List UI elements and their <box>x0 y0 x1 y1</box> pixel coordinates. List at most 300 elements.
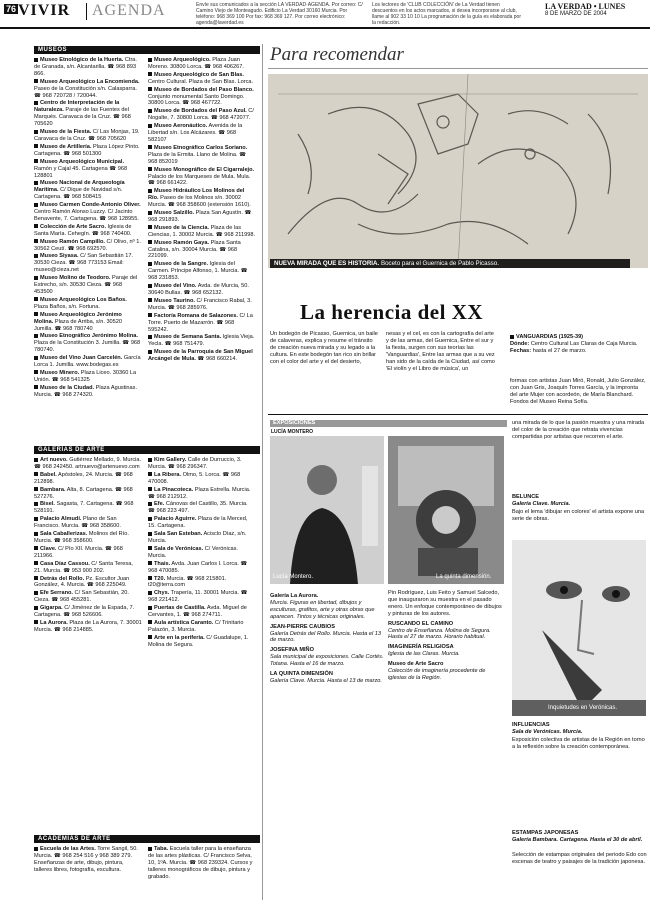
listing-name: Casa Díaz Cassou. <box>40 560 90 567</box>
listing-details: Calle de Durruccio, 3. Murcia. ☎ 968 296347. <box>148 457 242 470</box>
bullet-icon <box>34 620 38 624</box>
listing-entry <box>34 57 142 78</box>
inquietudes-caption: Inquietudes en Verónicas. <box>548 705 618 711</box>
listing-entry <box>34 253 142 274</box>
listing-details: Plaza Juan Moreno. 30800 Lorca. ☎ 968 406267. <box>148 57 244 70</box>
listing-entry <box>148 225 256 239</box>
bullet-icon <box>148 87 152 91</box>
exhibition-name: IMAGINERÍA RELIGIOSA <box>388 644 454 651</box>
bullet-icon <box>34 276 38 280</box>
right-intro: una mirada de lo que la pasión muestra y una mirada del color de la creación que retrata vivencias compartidas por artistas que recorren el arte. <box>512 420 645 440</box>
listing-name: Museo de Bordados del Paso Azul. <box>154 108 247 115</box>
listing-entry <box>148 261 256 282</box>
bullet-icon <box>148 472 152 476</box>
photo2-caption: La quinta dimensión. <box>436 574 492 580</box>
listing-name: Museo Monográfico de El Cigarralejo. <box>154 166 255 173</box>
listing-entry <box>34 385 142 399</box>
listing-entry <box>148 487 256 501</box>
bullet-icon <box>34 58 38 62</box>
academias-bar: ACADEMIAS DE ARTE <box>34 835 260 843</box>
listing-name: Museo del Vino Juan Carcelén. <box>40 355 123 362</box>
estampas-venue: Galería Bambara. Cartagena. Hasta el 30 de abril. <box>512 837 643 843</box>
artist-portrait-photo <box>270 436 384 584</box>
listing-name: Kim Gallery. <box>154 457 187 463</box>
bullet-icon <box>148 517 152 521</box>
exhibition-text: Centro de Enseñanza. Molina de Segura. Hasta el 27 de marzo. Horario habitual. <box>388 627 491 641</box>
listing-details: Paseo de los Molinos s/n. 30002 Murcia. ☎ 968 358600 (extensión 1610). <box>148 195 251 209</box>
listing-name: Museo Etnológico de la Huerta. <box>40 57 124 63</box>
listing-name: Sala Caballerizas. <box>40 531 88 538</box>
listing-entry <box>148 846 256 881</box>
bullet-icon <box>34 487 38 491</box>
submission-info: Envíe sus comunicados a la sección LA VERDAD·AGENDA. Por correo: C/ Camino Viejo de Monteagudo. Edificio La Verdad 30160 Murcia. Por teléfono: 968 369 100 Por fax: 968 369 127. Por correo electrónico: agenda@laverdad.es <box>196 2 363 26</box>
listing-entry <box>148 334 256 348</box>
listing-entry <box>34 180 142 201</box>
listing-details: C/ Las Monjas, 19. Caravaca de la Cruz. ☎ 968 705620 <box>34 129 140 142</box>
listing-details: C/ Francisco Rabal, 3. Murcia. ☎ 968 285976. <box>148 297 252 311</box>
feature-sidebar <box>510 334 646 374</box>
bullet-icon <box>148 109 152 113</box>
listing-entry <box>148 457 256 471</box>
influencias-venue: Sala de Verónicas. Murcia. <box>512 729 583 735</box>
listing-entry <box>34 224 142 238</box>
listing-details: C/ Olivo, nº 1. 30562 Ceutí. ☎ 968 692570. <box>34 238 141 252</box>
feature-body-col3: formas con artistas Juan Miró, Ronald, Julio González, con Juan Gris, Joaquín Torres García, y la impronta del arte Mujer con acordeón, de María Blanchard. Fondos del Museo Reina Sofía. <box>510 378 646 405</box>
bullet-icon <box>34 297 38 301</box>
listing-entry <box>148 590 256 604</box>
listing-name: Art nuevo. <box>40 457 68 463</box>
listing-name: Museo de la Fiesta. <box>40 129 92 136</box>
page-header <box>0 0 650 34</box>
listing-name: La Pinacoteca. <box>154 486 194 493</box>
listing-details: Ctra. de Granada, s/n. Alcantarilla. ☎ 968 893 866. <box>34 57 137 77</box>
exhibition-text: Iglesia de las Claras. Murcia. <box>388 651 460 658</box>
feature-body-col1: Un bodegón de Picasso, Guernica, un baile de calaveras, explica y resume el tránsito de creación nueva mirada y su legado a la cultura. En este bodegón tan rico sin brillar con el color del arte y el del desierto, <box>270 331 378 365</box>
subsection-title: AGENDA <box>92 2 166 19</box>
listing-details: C/ Trinitario Palazón, 3. Murcia. <box>148 619 244 633</box>
bullet-icon <box>34 224 38 228</box>
listing-details: Plaza de la Merced, 15. Cartagena. <box>148 516 248 530</box>
listing-entry <box>34 516 142 530</box>
listing-details: Plaza Estrella. Murcia. ☎ 968 212912. <box>148 486 251 500</box>
listing-entry <box>148 605 256 619</box>
bullet-icon <box>148 350 152 354</box>
listing-name: Museo Salzillo. <box>154 210 195 217</box>
listing-entry <box>34 531 142 545</box>
listing-entry <box>148 188 256 209</box>
listing-name: La Ribera. <box>154 471 182 478</box>
bullet-icon <box>34 130 38 134</box>
listing-name: Puertas de Castilla. <box>154 605 206 612</box>
museos-column-2 <box>148 57 256 439</box>
listing-name: Museo Arqueológico Municipal. <box>40 158 125 165</box>
listing-entry <box>34 605 142 619</box>
bullet-icon <box>148 313 152 317</box>
portrait-image <box>270 436 384 584</box>
listing-entry <box>148 145 256 166</box>
listing-details: Paraje de las Fuentes del Marqués. Caravaca de la Cruz. ☎ 968 705620 <box>34 107 131 128</box>
listing-name: Museo Ramón Campillo. <box>40 238 105 245</box>
listing-details: C/ Dique de Navidad s/n. Cartagena. ☎ 968 508415 <box>34 187 123 201</box>
listing-details: Plaza de Arriba, s/n. 30520 Jumilla. ☎ 968 780740 <box>34 318 123 332</box>
estampas-text: Selección de estampas originales del periodo Edo con escenas de teatro y paisajes de la tradición japonesa. <box>512 852 647 865</box>
listing-entry <box>34 472 142 486</box>
bullet-icon <box>34 472 38 476</box>
exhibition-text: Sala municipal de exposiciones. Calle Cortés. Totana. Hasta el 16 de marzo. <box>270 654 384 668</box>
listing-entry <box>148 531 256 545</box>
listing-name: Efe Serrano. <box>40 590 73 597</box>
listing-details: Plaza de la Ermita. Llano de Molina. ☎ 968 852019 <box>148 151 247 165</box>
feature-sidebar-label: VANGUARDIAS (1925-39) <box>510 334 646 341</box>
exposiciones-column-2 <box>388 590 504 898</box>
bullet-icon <box>34 181 38 185</box>
belunce-title: BELUNCE <box>512 494 540 500</box>
listing-name: Museo Siyasa. <box>40 253 79 260</box>
listing-entry <box>148 576 256 590</box>
feature-body-col2: nesas y el cel, es con la cartografía del arte y de las armas, del Guernica, Entre el sur y la fiesta, surgen con sus teorías las 'Vanguardias', Entre las armas que a su vez han sido de la caída de la Ciudad, así como 'El violín y el Libro de música', un <box>386 331 495 372</box>
listing-details: Trapería, 11. 30001 Murcia. ☎ 968 221412. <box>148 590 248 604</box>
bullet-icon <box>148 546 152 550</box>
listing-entry <box>34 312 142 333</box>
bullet-icon <box>148 620 152 624</box>
listing-details: Alta, 8. Cartagena. ☎ 968 527276. <box>34 486 133 500</box>
listing-entry <box>34 576 142 590</box>
listing-entry <box>148 501 256 515</box>
bullet-icon <box>34 239 38 243</box>
bullet-icon <box>34 532 38 536</box>
listing-entry <box>148 516 256 530</box>
photo-caption <box>274 260 629 268</box>
feature-rule <box>268 414 648 415</box>
bullet-icon <box>34 385 38 389</box>
listing-details: Iglesia Vieja. Yecla. ☎ 968 751479. <box>148 334 255 348</box>
listing-entry <box>34 297 142 311</box>
listing-name: Museo Hidráulico Los Molinos del Río. <box>148 188 245 202</box>
bullet-icon <box>148 606 152 610</box>
listing-details: Iglesia de Santa María. Cehegín. ☎ 968 740400. <box>34 223 132 237</box>
listing-name: Museo Arqueológico. <box>154 57 211 63</box>
listing-entry <box>34 333 142 354</box>
listing-entry <box>34 129 142 143</box>
bullet-icon <box>34 356 38 360</box>
listing-entry <box>148 87 256 108</box>
guernica-sketch-image <box>268 74 648 268</box>
bullet-icon <box>34 101 38 105</box>
listing-entry <box>148 57 256 71</box>
belunce-venue: Galería Clave. Murcia. <box>512 501 571 507</box>
bullet-icon <box>34 458 38 462</box>
exhibition-text: Murcia. Figuras en libertad, dibujos y esculturas, grafitos, arte y otras obras que aparecen. Tintos y técnicas originales. <box>270 599 375 620</box>
inquietudes-photo <box>512 540 646 716</box>
bullet-icon <box>34 312 38 316</box>
listing-name: Chys. <box>154 590 170 597</box>
listing-name: Gigarpa. <box>40 605 63 612</box>
feature-headline: La herencia del XX <box>300 300 484 324</box>
bullet-icon <box>34 517 38 521</box>
header-separator <box>86 3 87 20</box>
listing-details: Plaza Baños, s/n. Fortuna. <box>34 303 100 310</box>
exhibition-name: Museo de Arte Sacro <box>388 661 444 668</box>
bullet-icon <box>148 458 152 462</box>
listing-entry <box>34 546 142 560</box>
listing-details: Plaza de la Constitución 3. Jumilla. ☎ 968 780740. <box>34 340 141 354</box>
listing-name: Museo de la Ciudad. <box>40 384 95 391</box>
listing-details: Acisclo Díaz, s/n. Murcia. <box>148 531 247 544</box>
galerias-column-2 <box>148 457 256 829</box>
bullet-icon <box>34 203 38 207</box>
listing-entry <box>34 79 142 100</box>
listing-details: García Lorca 1. Jumilla. www.bodegas.es <box>34 355 141 369</box>
listing-name: Colección de Arte Sacro. <box>40 223 107 230</box>
influencias-title: INFLUENCIAS <box>512 722 550 728</box>
listing-details: Avda. Miguel de Cervantes, 1. ☎ 968 274711. <box>148 605 247 619</box>
column-divider <box>262 44 263 900</box>
page-number: 76 <box>6 4 17 14</box>
listing-name: Sala de Verónicas. <box>154 545 204 552</box>
listing-name: Museo Etnográfico Carlos Soriano. <box>154 144 248 151</box>
listing-name: Clave. <box>40 545 57 552</box>
bullet-icon <box>148 58 152 62</box>
museos-column-1 <box>34 57 142 439</box>
listing-entry <box>34 846 142 874</box>
listing-name: Palacio Aguirre. <box>154 516 197 523</box>
expo-col2-intro: Pin Rodríguez, Luis Feito y Samuel Salcedo, que inauguraron su muestra en el pasado enero. Un enfoque contemporáneo de dibujos y pinturas de los autores. <box>388 590 502 617</box>
listing-name: Centro de Interpretación de la Naturaleza. <box>34 100 120 114</box>
bullet-icon <box>148 847 152 851</box>
listing-details: Avda. Juan Carlos I. Lorca. ☎ 968 470085. <box>148 560 248 574</box>
listing-name: Escuela de las Artes. <box>40 846 96 852</box>
listing-name: Museo Arqueológico Los Baños. <box>40 296 127 303</box>
photo-caption-text: Boceto para el Guernica de Pablo Picasso. <box>380 260 499 267</box>
feature-sidebar-when: Fechas: hasta el 27 de marzo. <box>510 347 587 354</box>
listing-details: Cánovas del Castillo, 35. Murcia. ☎ 968 223 497. <box>148 501 248 515</box>
listing-entry <box>34 100 142 128</box>
listing-entry <box>148 240 256 261</box>
listing-entry <box>34 202 142 223</box>
listing-details: Avenida de la Libertad s/n. Los Alcázares. ☎ 968 582107 <box>148 123 243 143</box>
listing-name: Bisel. <box>40 501 55 508</box>
listing-details: C/ San Sebastián 17. 30530 Cieza. ☎ 968 773153 Email: museo@cieza.net <box>34 253 133 274</box>
museos-bar: MUSEOS <box>34 46 260 54</box>
bullet-icon <box>148 635 152 639</box>
photo-caption-bold: NUEVA MIRADA QUE ES HISTORIA. <box>274 260 380 267</box>
listing-name: Museo Taurino. <box>154 297 195 304</box>
exhibition-name: JOSEFINA MIÑO <box>270 647 314 654</box>
listing-entry <box>34 487 142 501</box>
galerias-column-1 <box>34 457 142 829</box>
listing-entry <box>148 561 256 575</box>
listing-entry <box>34 620 142 634</box>
listing-name: Museo Arqueológico de San Blas. <box>154 71 244 78</box>
exhibition-text: Galería Clave. Murcia. Hasta el 13 de marzo. <box>270 677 382 684</box>
listing-name: Bambara. <box>40 486 66 493</box>
feature-photo <box>268 74 648 268</box>
bullet-icon <box>148 502 152 506</box>
listing-details: C/ La Torre. Puerto de Mazarrón. ☎ 968 595242. <box>148 312 253 333</box>
exposiciones-bar: EXPOSICIONES <box>270 420 507 427</box>
bullet-icon <box>34 847 38 851</box>
header-rule <box>0 27 650 29</box>
listing-entry <box>34 501 142 515</box>
listing-details: Palacio de los Marqueses de Mula. Mula. ☎ 968 661422. <box>148 173 251 187</box>
listing-details: Plaza de las Ciencias, 1. 30002 Murcia. ☎ 968 211998. <box>148 224 255 238</box>
listing-name: Palacio Almudí. <box>40 516 82 523</box>
listing-entry <box>148 313 256 334</box>
listing-details: Plaza de La Aurora, 7. 30001 Murcia. ☎ 968 214885. <box>34 619 142 633</box>
listing-details: Conjunto monumental Santo Domingo. 30800 Lorca. ☎ 968 467722. <box>148 93 245 107</box>
listing-entry <box>148 108 256 122</box>
bullet-icon <box>34 502 38 506</box>
issue-date: 8 DE MARZO DE 2004 <box>545 11 607 17</box>
listing-entry <box>148 546 256 560</box>
photo1-label: LUCÍA MONTERO <box>271 429 314 435</box>
listing-details: Escuela taller para la enseñanza de las artes plásticas. C/ Francisco Selva, 10, 1ºA. Murcia. ☎ 968 239324. Cursos y talleres monográficos de dibujo, pintura y grabado. <box>148 846 253 880</box>
listing-name: Arte en la periferia. <box>154 634 205 641</box>
exhibition-name: JEAN-PIERRE CAUBIOS <box>270 623 335 630</box>
listing-details: Plaza Santa Catalina, s/n. 30004 Murcia. ☎ 968 221099. <box>148 239 241 260</box>
listing-entry <box>34 275 142 296</box>
listing-name: Museo Ramón Gaya. <box>154 239 210 246</box>
listing-name: Museo de Artillería. <box>40 143 92 150</box>
club-info: Los lectores de 'CLUB COLECCIÓN' de La Verdad tienen descuentos en los actos marcados, si desea incorporarse al club, llame al 902 33 10 10 La programación de la guía es elaborada por la redacción. <box>372 2 521 26</box>
feature-sidebar-where: Dónde: Centro Cultural Las Claras de Caja Murcia. <box>510 340 638 347</box>
bullet-icon <box>148 225 152 229</box>
bullet-icon <box>148 284 152 288</box>
bullet-icon <box>148 262 152 266</box>
bullet-icon <box>148 240 152 244</box>
listing-name: Museo Carmen Conde-Antonio Oliver. <box>40 202 141 209</box>
estampas-title: ESTAMPAS JAPONESAS <box>512 830 579 836</box>
quinta-dimension-photo <box>388 436 504 584</box>
exhibition-name: RUSCANDO EL CAMINO <box>388 620 454 627</box>
listing-details: C/ San Sebastián, 20. Cieza. ☎ 968 455281. <box>34 590 129 604</box>
listing-details: Olmo, 5. Lorca. ☎ 968 470008. <box>148 471 241 485</box>
photo1-caption: Lucía Montero. <box>273 574 314 580</box>
listing-name: T20. <box>154 575 166 582</box>
listing-name: Museo Aeronáutico. <box>154 123 208 130</box>
bullet-icon <box>148 576 152 580</box>
listing-details: Apóstoles, 24. Murcia. ☎ 968 212898. <box>34 471 133 485</box>
bullet-icon <box>148 335 152 339</box>
listing-details: Ramón y Cajal 45. Cartagena ☎ 968 128801 <box>34 165 128 179</box>
listing-details: Murcia. ☎ 968 215801. t20@terra.com <box>148 575 227 589</box>
listing-name: Museo Arqueológico La Encomienda. <box>40 78 140 85</box>
bullet-icon <box>148 532 152 536</box>
bullet-icon <box>34 561 38 565</box>
influencias-text: Exposición colectiva de artistas de la Región en torno a la reflexión sobre la creación contemporánea. <box>512 737 645 750</box>
bullet-icon <box>148 72 152 76</box>
bullet-icon <box>148 211 152 215</box>
bullet-icon <box>34 576 38 580</box>
listing-details: Pz. Escultor Juan González, 4. Murcia. ☎ 968 225049. <box>34 575 130 589</box>
listing-name: Babel. <box>40 471 57 478</box>
listing-name: Museo de Semana Santa. <box>154 334 222 341</box>
listing-entry <box>148 210 256 224</box>
listing-details: C/ Santa Teresa, 21. Murcia. ☎ 953 900 202. <box>34 560 133 574</box>
bullet-icon <box>34 591 38 595</box>
listing-details: C/ Jiménez de la Espada, 7. Cartagena. ☎ 968 526606. <box>34 605 135 619</box>
bullet-icon <box>34 606 38 610</box>
listing-details: Plano de San Francisco. Murcia. ☎ 968 358600. <box>34 516 121 530</box>
bullet-icon <box>148 487 152 491</box>
bullet-icon <box>34 546 38 550</box>
belunce-text: Bajo el lema 'dibujar en colores' el artista expone una serie de obras. <box>512 509 645 522</box>
listing-entry <box>34 144 142 158</box>
listing-entry <box>34 355 142 369</box>
bullet-icon <box>34 144 38 148</box>
listing-details: C/ Nogalte, 7. 30800 Lorca. ☎ 968 472077. <box>148 108 254 122</box>
bullet-icon <box>510 335 514 339</box>
sculpture-image <box>388 436 504 584</box>
bullet-icon <box>148 145 152 149</box>
listing-entry <box>148 298 256 312</box>
listing-entry <box>148 472 256 486</box>
academias-column-2 <box>148 846 256 898</box>
listing-entry <box>148 123 256 144</box>
listing-name: Museo Minero. <box>40 369 80 376</box>
bullet-icon <box>148 189 152 193</box>
listing-details: Gutiérrez Mellado, 9. Murcia. ☎ 968 242450. artnuevo@artenuevo.com <box>34 457 142 470</box>
listing-details: Plaza San Agustín. ☎ 968 291893. <box>148 210 252 223</box>
listing-name: La Aurora. <box>40 619 68 626</box>
bullet-icon <box>34 370 38 374</box>
listing-entry <box>34 370 142 384</box>
listing-details: Paraje del Estrecho, s/n. 30530 Cieza. ☎ 968 453500 <box>34 275 138 295</box>
listing-details: Avda. de Murcia, 50. 30640 Bullas. ☎ 968 652132. <box>148 283 249 296</box>
newspaper-name: LA VERDAD • LUNES <box>545 2 626 11</box>
listing-entry <box>148 283 256 297</box>
listing-name: Museo del Vino. <box>154 283 197 290</box>
bullet-icon <box>34 159 38 163</box>
bullet-icon <box>34 79 38 83</box>
listing-entry <box>34 590 142 604</box>
listing-entry <box>148 72 256 86</box>
listing-details: Torre Sangil, 50. Murcia. ☎ 968 254 516 y 968 389 279. Enseñanzas de arte, dibujo, pintura, talleres libres, fotografía, escultura. <box>34 846 138 873</box>
kicker-rule <box>268 68 648 69</box>
listing-details: Plaza López Pinto. Cartagena. ☎ 968 501300 <box>34 143 140 157</box>
listing-name: Museo de la Sangre. <box>154 261 209 268</box>
exhibition-text: Galería Detrás del Rollo. Murcia. Hasta el 13 de marzo. <box>270 630 381 644</box>
listing-details: C/ Verónicas. Murcia. <box>148 545 238 559</box>
listing-entry <box>34 457 142 471</box>
listing-entry <box>34 561 142 575</box>
bullet-icon <box>148 124 152 128</box>
feature-kicker: Para recomendar <box>270 44 404 65</box>
listing-details: Centro Ramón Alonso Luzzy. C/ Jacinto Benavente, 7. Cartagena. ☎ 968 128955. <box>34 209 139 222</box>
listing-name: Museo de la Parroquia de San Miguel Arcángel de Mula. <box>148 349 253 363</box>
galerias-bar: GALERÍAS DE ARTE <box>34 446 260 454</box>
bullet-icon <box>34 254 38 258</box>
listing-details: ☎ 968 660214. <box>195 356 238 363</box>
exhibition-text: Colección de imaginería procedente de iglesias de la Región. <box>388 668 486 681</box>
face-image <box>512 540 646 716</box>
listing-name: Detrás del Rollo. <box>40 575 85 582</box>
listing-details: C/ Guadalupe, 1. Molina de Segura. <box>148 634 249 648</box>
listing-details: Plaza Liceo. 30360 La Unión. ☎ 968 541325 <box>34 369 137 383</box>
listing-entry <box>148 349 256 363</box>
listing-details: Plaza Agustinas. Murcia. ☎ 968 274320. <box>34 384 138 398</box>
section-title: VIVIR <box>18 2 71 19</box>
listing-entry <box>34 159 142 180</box>
listing-name: Sala San Esteban. <box>154 531 203 538</box>
listing-details: Iglesia del Carmen. Príncipe Alfonso, 1. Murcia. ☎ 968 231853. <box>148 261 248 282</box>
listing-entry <box>34 239 142 253</box>
exposiciones-column-1 <box>270 590 384 898</box>
listing-details: Molinos del Río. Murcia. ☎ 968 358600. <box>34 531 129 544</box>
bullet-icon <box>34 334 38 338</box>
listing-entry <box>148 635 256 649</box>
listing-details: C/ Pío XII. Murcia. ☎ 968 211966. <box>34 545 123 559</box>
